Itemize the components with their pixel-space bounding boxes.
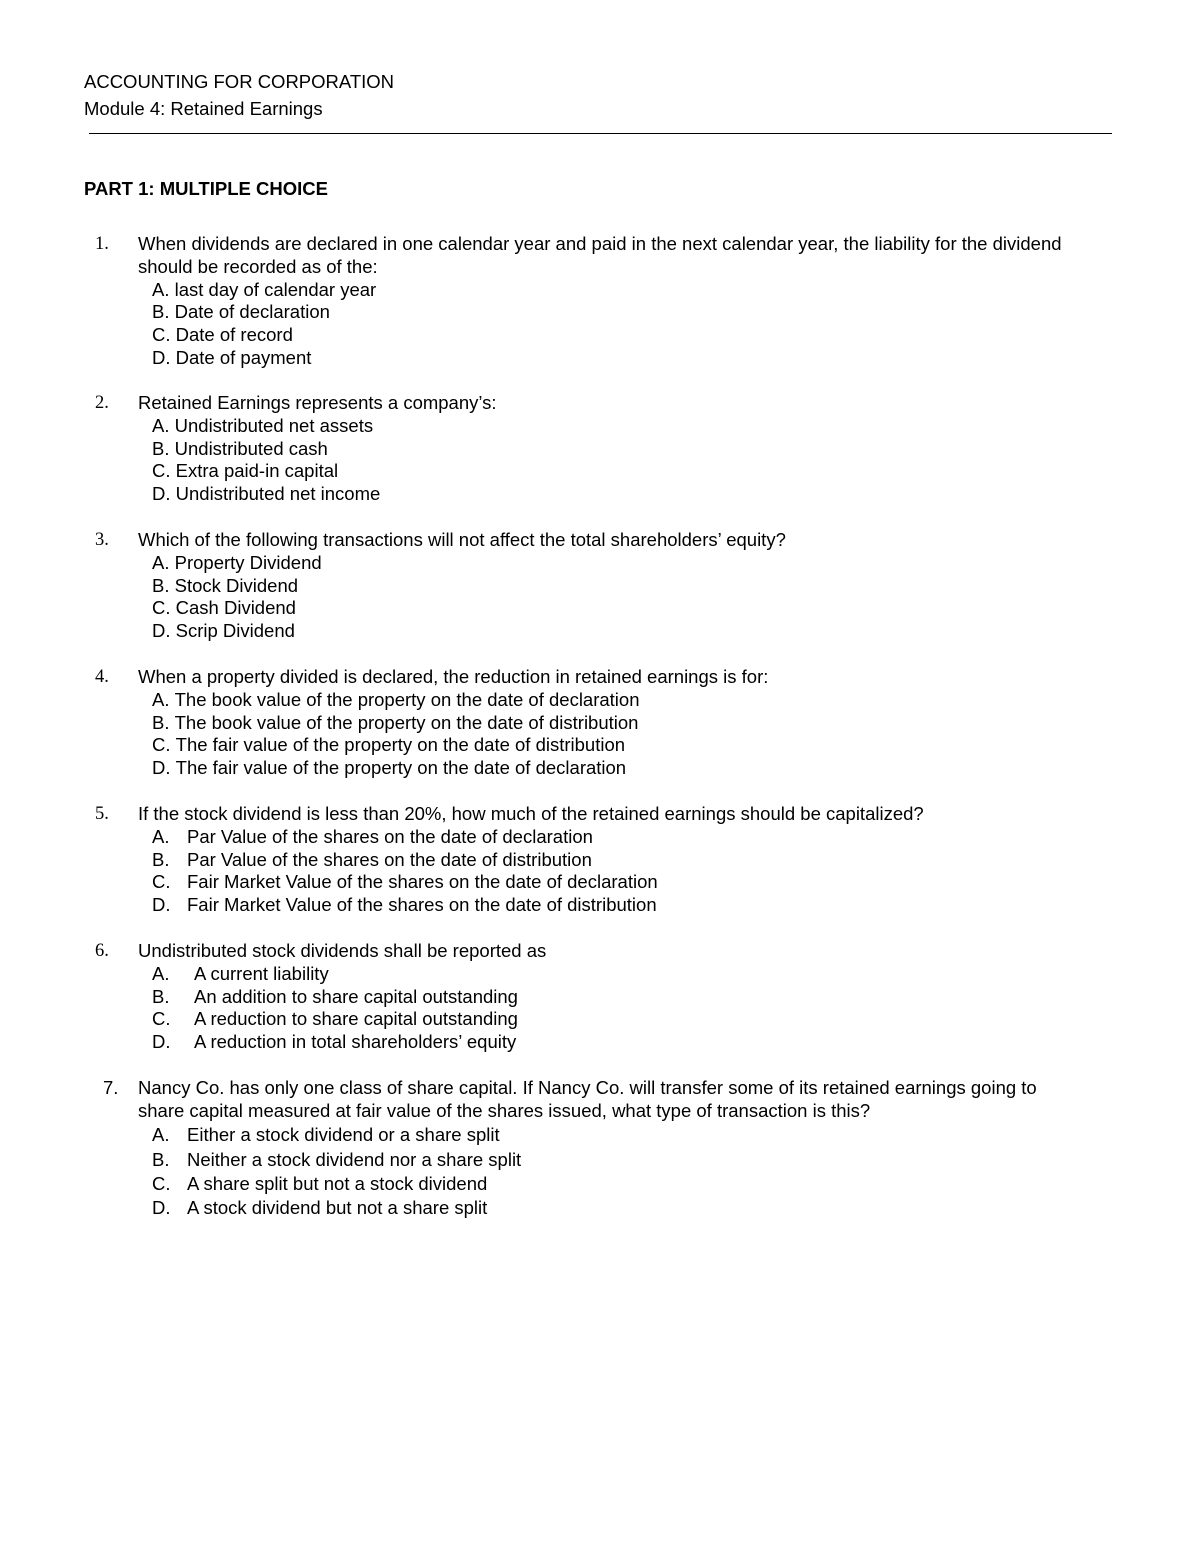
question-stem [138, 803, 1113, 826]
option-b [152, 575, 298, 598]
option-text: A reduction in total shareholders’ equity [194, 1031, 517, 1053]
option-letter: A. [152, 278, 170, 300]
question-stem-line: share capital measured at fair value of the shares issued, what type of transaction is this? [138, 1099, 871, 1121]
option-b [152, 1149, 521, 1172]
question-stem-line: When dividends are declared in one calendar year and paid in the next calendar year, the liability for the dividend [138, 233, 1062, 254]
question-stem-line: When a property divided is declared, the reduction in retained earnings is for: [138, 666, 769, 687]
option-letter: A. [152, 825, 170, 847]
option-text: Date of record [175, 324, 293, 346]
option-c [152, 871, 658, 894]
question-number: 5. [95, 804, 109, 824]
option-letter: B. [152, 1149, 170, 1170]
option-letter: C. [152, 1173, 171, 1194]
option-a [152, 963, 329, 986]
option-letter: B. [152, 711, 170, 733]
option-letter: B. [152, 985, 170, 1007]
question-number: 1. [95, 234, 109, 254]
option-text: An addition to share capital outstanding [194, 985, 518, 1007]
option-text: A reduction to share capital outstanding [194, 1008, 518, 1030]
option-text: Neither a stock dividend nor a share split [187, 1149, 522, 1170]
question-stem-line: should be recorded as of the: [138, 255, 378, 277]
option-text: A stock dividend but not a share split [187, 1197, 488, 1218]
option-letter: B. [152, 574, 170, 596]
option-text: Fair Market Value of the shares on the date of distribution [187, 894, 657, 916]
header-divider [89, 133, 1112, 134]
option-text: Scrip Dividend [175, 620, 295, 642]
option-letter: B. [152, 437, 170, 459]
question-stem [138, 529, 1113, 552]
option-text: Stock Dividend [174, 574, 299, 596]
option-d [152, 894, 657, 917]
option-c [152, 460, 338, 483]
option-text: The book value of the property on the date of distribution [174, 711, 639, 733]
question-stem [138, 1077, 1113, 1123]
option-letter: D. [152, 894, 171, 916]
question-stem [138, 233, 1113, 279]
option-d [152, 757, 626, 780]
option-letter: A. [152, 688, 170, 710]
option-text: Property Dividend [174, 551, 322, 573]
option-c [152, 597, 296, 620]
option-letter: C. [152, 871, 171, 893]
option-letter: B. [152, 301, 170, 323]
option-letter: C. [152, 734, 171, 756]
option-text: Extra paid-in capital [175, 460, 339, 482]
option-d [152, 347, 311, 370]
option-letter: A. [152, 551, 170, 573]
option-letter: D. [152, 347, 171, 368]
option-b [152, 438, 328, 461]
option-a [152, 689, 640, 712]
question-number: 7. [103, 1077, 119, 1098]
question-stem [138, 940, 1113, 963]
option-text: Par Value of the shares on the date of declaration [187, 825, 593, 847]
option-c [152, 1008, 518, 1031]
option-b [152, 712, 638, 735]
option-text: Date of payment [175, 347, 312, 368]
option-a [152, 826, 593, 849]
option-d [152, 1031, 516, 1054]
option-letter: C. [152, 1008, 171, 1030]
option-letter: D. [152, 620, 171, 642]
option-letter: D. [152, 1197, 171, 1218]
question-stem-line: Which of the following transactions will not affect the total shareholders’ equity? [138, 529, 786, 550]
option-text: Either a stock dividend or a share split [187, 1124, 500, 1145]
option-letter: D. [152, 757, 171, 779]
option-letter: C. [152, 460, 171, 482]
option-letter: D. [152, 1031, 171, 1053]
option-text: last day of calendar year [174, 278, 377, 300]
option-b [152, 301, 330, 324]
option-a [152, 279, 376, 302]
option-text: The fair value of the property on the date of declaration [175, 757, 627, 779]
option-text: The fair value of the property on the date of distribution [175, 734, 626, 756]
option-letter: A. [152, 1124, 170, 1145]
option-letter: C. [152, 597, 171, 619]
option-c [152, 1173, 487, 1196]
module-title: Module 4: Retained Earnings [84, 98, 323, 119]
question-number: 3. [95, 530, 109, 550]
option-a [152, 1124, 500, 1147]
option-d [152, 483, 380, 506]
question-stem-line: If the stock dividend is less than 20%, how much of the retained earnings should be capitalized? [138, 803, 924, 824]
option-text: Date of declaration [174, 301, 330, 323]
option-text: Cash Dividend [175, 597, 296, 619]
part-title: PART 1: MULTIPLE CHOICE [84, 178, 328, 199]
option-letter: C. [152, 324, 171, 346]
option-d [152, 1197, 487, 1220]
question-stem-line: Undistributed stock dividends shall be reported as [138, 940, 547, 961]
option-text: The book value of the property on the date of declaration [174, 688, 640, 710]
option-b [152, 986, 518, 1009]
question-stem-line: Retained Earnings represents a company’s: [138, 392, 497, 413]
option-text: Fair Market Value of the shares on the date of declaration [187, 871, 658, 893]
option-text: Undistributed net income [175, 483, 381, 505]
question-number: 6. [95, 941, 109, 961]
option-c [152, 324, 293, 347]
option-text: A share split but not a stock dividend [187, 1173, 488, 1194]
option-text: A current liability [194, 962, 329, 984]
option-a [152, 552, 322, 575]
question-number: 2. [95, 393, 109, 413]
option-text: Par Value of the shares on the date of distribution [187, 848, 592, 870]
option-a [152, 415, 373, 438]
option-letter: A. [152, 962, 170, 984]
question-stem [138, 666, 1113, 689]
question-stem-line: Nancy Co. has only one class of share capital. If Nancy Co. will transfer some of its retained earnings going to [138, 1077, 1037, 1098]
option-letter: A. [152, 414, 170, 436]
option-text: Undistributed net assets [174, 414, 374, 436]
question-stem [138, 392, 1113, 415]
option-c [152, 734, 625, 757]
option-d [152, 620, 295, 643]
option-b [152, 849, 592, 872]
option-letter: B. [152, 848, 170, 870]
option-text: Undistributed cash [174, 437, 328, 459]
course-title: ACCOUNTING FOR CORPORATION [84, 71, 395, 92]
option-letter: D. [152, 483, 171, 505]
question-number: 4. [95, 667, 109, 687]
document-header [84, 68, 394, 122]
